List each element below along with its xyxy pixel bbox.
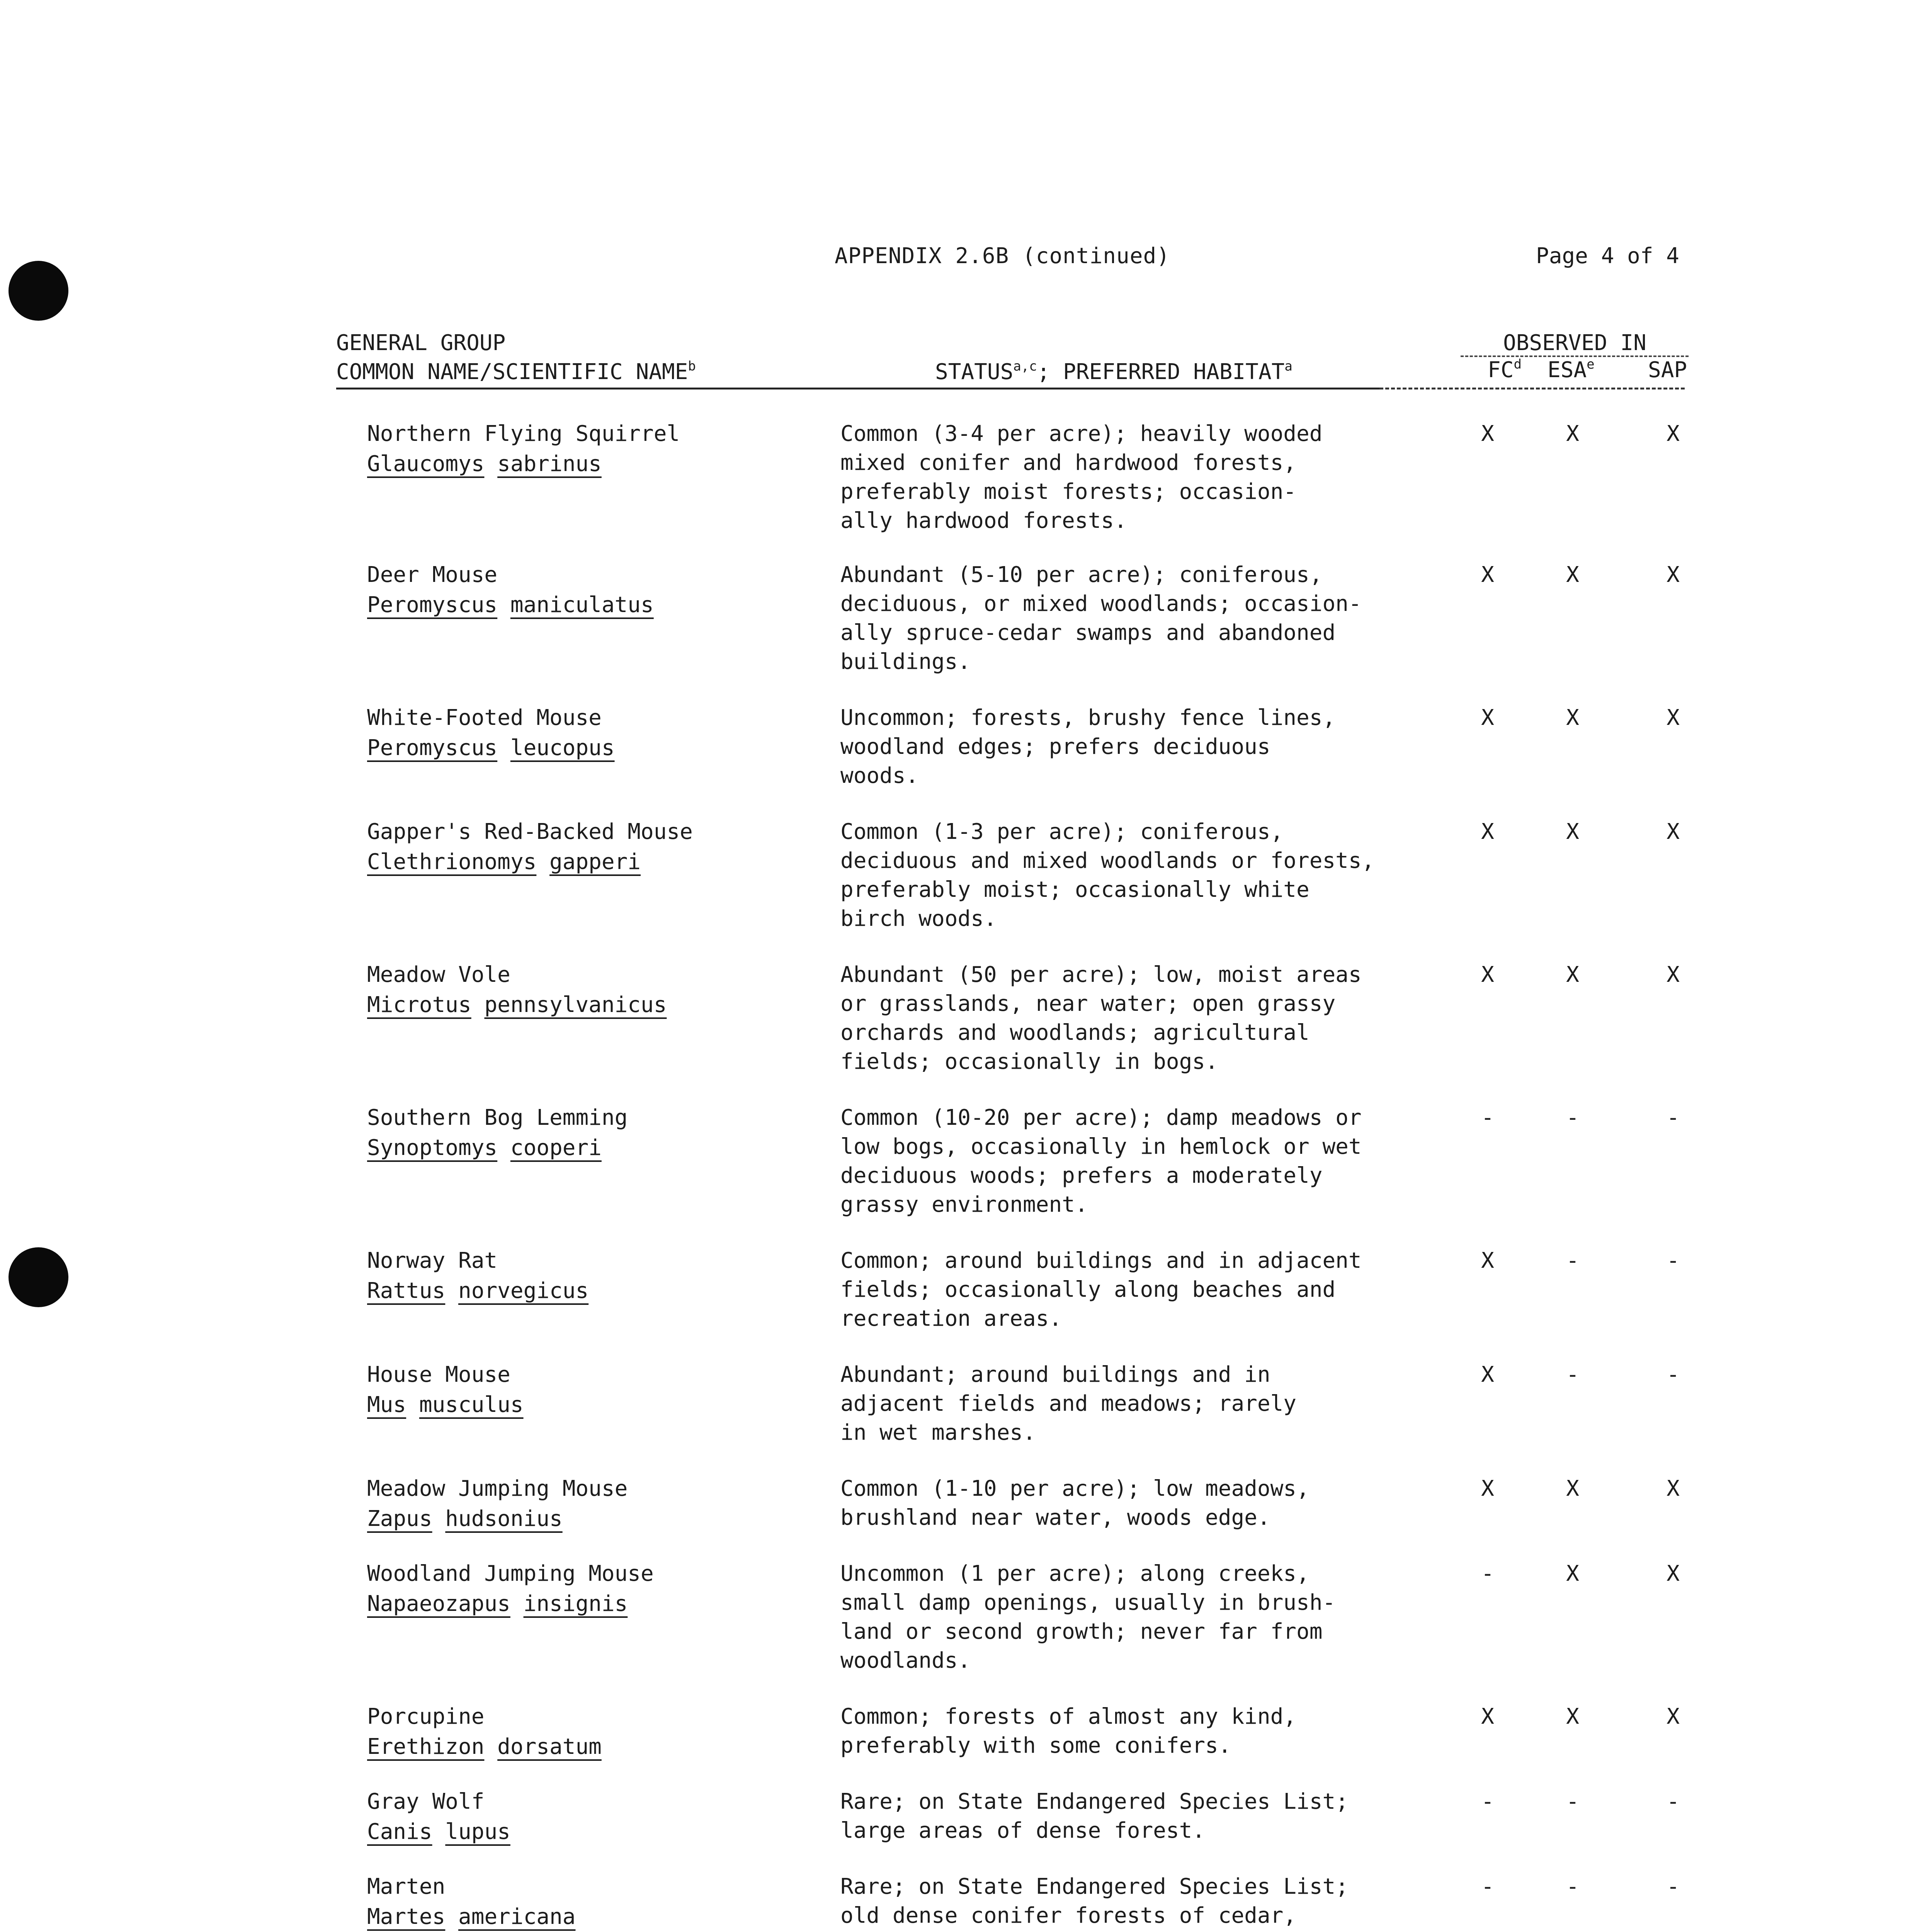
header-fc	[1488, 357, 1522, 383]
header-general-group: GENERAL GROUP	[336, 330, 506, 355]
species: lupus	[445, 1819, 510, 1844]
species: musculus	[419, 1392, 524, 1417]
header-sap: SAP	[1648, 357, 1687, 383]
scientific-name	[367, 733, 615, 762]
observed-sap: -	[1667, 1362, 1680, 1387]
species: sabrinus	[497, 451, 602, 476]
observed-sap: X	[1667, 1704, 1680, 1729]
observed-fc: X	[1481, 1704, 1494, 1729]
observed-sap: X	[1667, 562, 1680, 587]
observed-fc: X	[1481, 1248, 1494, 1273]
observed-fc: X	[1481, 562, 1494, 587]
observed-esa: X	[1566, 819, 1579, 844]
observed-esa: X	[1566, 1561, 1579, 1586]
observed-sap: -	[1667, 1874, 1680, 1899]
common-name: Northern Flying Squirrel	[367, 421, 680, 446]
species: leucopus	[510, 735, 615, 760]
species: insignis	[523, 1591, 628, 1616]
status-habitat: Common (1-3 per acre); coniferous, deciduous and mixed woodlands or forests, preferably moist; occasionally white birch woods.	[840, 819, 1375, 931]
header-name-text: COMMON NAME/SCIENTIFIC NAME	[336, 359, 688, 384]
scientific-name	[367, 449, 602, 478]
header-esa	[1548, 357, 1595, 383]
observed-esa: X	[1566, 1704, 1579, 1729]
header-esa-text: ESA	[1548, 357, 1587, 383]
header-esa-footnote: e	[1587, 357, 1595, 372]
genus: Peromyscus	[367, 735, 498, 760]
observed-divider	[1461, 355, 1689, 357]
observed-fc: X	[1481, 1476, 1494, 1501]
genus: Microtus	[367, 992, 471, 1017]
observed-sap: X	[1667, 962, 1680, 987]
observed-fc: -	[1481, 1789, 1494, 1814]
species: pennsylvanicus	[484, 992, 667, 1017]
scientific-name	[367, 1589, 628, 1618]
observed-esa: -	[1566, 1874, 1579, 1899]
common-name: Southern Bog Lemming	[367, 1105, 628, 1130]
scientific-name	[367, 590, 654, 619]
status-habitat: Abundant (50 per acre); low, moist areas or grasslands, near water; open grassy orchards and woodlands; agricultural fields; occasionally in bogs.	[840, 962, 1362, 1074]
genus: Peromyscus	[367, 592, 498, 617]
common-name: Marten	[367, 1874, 446, 1899]
observed-fc: X	[1481, 819, 1494, 844]
status-habitat: Rare; on State Endangered Species List; large areas of dense forest.	[840, 1789, 1349, 1843]
scientific-name	[367, 990, 667, 1019]
species: hudsonius	[445, 1506, 563, 1531]
observed-esa: X	[1566, 1476, 1579, 1501]
genus: Canis	[367, 1819, 432, 1844]
scientific-name	[367, 1817, 510, 1846]
status-habitat: Abundant; around buildings and in adjacent fields and meadows; rarely in wet marshes.	[840, 1362, 1297, 1445]
header-fc-text: FC	[1488, 357, 1514, 383]
scientific-name	[367, 1276, 588, 1305]
observed-sap: X	[1667, 1561, 1680, 1586]
status-habitat: Common (1-10 per acre); low meadows, brushland near water, woods edge.	[840, 1476, 1310, 1530]
observed-esa: X	[1566, 562, 1579, 587]
common-name: Deer Mouse	[367, 562, 498, 587]
scientific-name	[367, 1504, 563, 1533]
status-habitat: Uncommon; forests, brushy fence lines, woodland edges; prefers deciduous woods.	[840, 705, 1336, 788]
observed-esa: -	[1566, 1248, 1579, 1273]
observed-sap: X	[1667, 819, 1680, 844]
observed-fc: X	[1481, 421, 1494, 446]
status-habitat: Abundant (5-10 per acre); coniferous, deciduous, or mixed woodlands; occasion- ally spruce-cedar swamps and abandoned buildings.	[840, 562, 1362, 674]
observed-esa: X	[1566, 421, 1579, 446]
observed-sap: -	[1667, 1789, 1680, 1814]
species: maniculatus	[510, 592, 654, 617]
observed-fc: -	[1481, 1874, 1494, 1899]
common-name: Meadow Vole	[367, 962, 510, 987]
binder-hole-top	[9, 261, 68, 321]
common-name: Meadow Jumping Mouse	[367, 1476, 628, 1501]
header-status-footnote: a,c	[1013, 359, 1037, 374]
status-habitat: Common; around buildings and in adjacent fields; occasionally along beaches and recreation areas.	[840, 1248, 1362, 1331]
genus: Zapus	[367, 1506, 432, 1531]
observed-sap: -	[1667, 1248, 1680, 1273]
header-common-scientific-name	[336, 359, 696, 384]
scientific-name	[367, 1133, 602, 1162]
species: cooperi	[510, 1135, 602, 1160]
header-name-footnote: b	[688, 359, 696, 374]
species: norvegicus	[458, 1278, 589, 1303]
observed-esa: -	[1566, 1362, 1579, 1387]
observed-sap: X	[1667, 705, 1680, 730]
observed-esa: -	[1566, 1105, 1579, 1130]
header-rule	[336, 388, 1379, 389]
observed-sap: X	[1667, 421, 1680, 446]
header-observed-in: OBSERVED IN	[1503, 330, 1646, 355]
common-name: Gray Wolf	[367, 1789, 485, 1814]
header-rule-dashed	[1379, 388, 1685, 389]
observed-esa: -	[1566, 1789, 1579, 1814]
genus: Mus	[367, 1392, 406, 1417]
genus: Synoptomys	[367, 1135, 498, 1160]
species: americana	[458, 1904, 576, 1929]
status-habitat: Rare; on State Endangered Species List; old dense conifer forests of cedar,	[840, 1874, 1349, 1928]
species: gapperi	[549, 849, 641, 874]
header-fc-footnote: d	[1514, 357, 1522, 372]
observed-esa: X	[1566, 705, 1579, 730]
scientific-name	[367, 1902, 575, 1931]
header-habitat-text: ; PREFERRED HABITAT	[1037, 359, 1285, 384]
observed-fc: -	[1481, 1561, 1494, 1586]
observed-sap: X	[1667, 1476, 1680, 1501]
common-name: Norway Rat	[367, 1248, 498, 1273]
common-name: Gapper's Red-Backed Mouse	[367, 819, 693, 844]
status-habitat: Common (10-20 per acre); damp meadows or low bogs, occasionally in hemlock or wet deciduous woods; prefers a moderately grassy environment.	[840, 1105, 1362, 1217]
observed-sap: -	[1667, 1105, 1680, 1130]
common-name: Woodland Jumping Mouse	[367, 1561, 654, 1586]
scientific-name	[367, 1390, 524, 1419]
genus: Rattus	[367, 1278, 446, 1303]
page-title: APPENDIX 2.6B (continued)	[835, 243, 1170, 269]
observed-esa: X	[1566, 962, 1579, 987]
header-status-text: STATUS	[935, 359, 1014, 384]
common-name: Porcupine	[367, 1704, 485, 1729]
common-name: White-Footed Mouse	[367, 705, 602, 730]
scientific-name	[367, 847, 641, 876]
species: dorsatum	[497, 1734, 602, 1759]
page-number: Page 4 of 4	[1536, 243, 1679, 269]
observed-fc: X	[1481, 962, 1494, 987]
status-habitat: Uncommon (1 per acre); along creeks, small damp openings, usually in brush- land or second growth; never far from woodlands.	[840, 1561, 1336, 1673]
header-status-habitat	[935, 359, 1293, 384]
status-habitat: Common; forests of almost any kind, preferably with some conifers.	[840, 1704, 1297, 1758]
observed-fc: X	[1481, 705, 1494, 730]
observed-fc: X	[1481, 1362, 1494, 1387]
status-habitat: Common (3-4 per acre); heavily wooded mixed conifer and hardwood forests, preferably moist forests; occasion- ally hardwood forests.	[840, 421, 1323, 533]
genus: Martes	[367, 1904, 446, 1929]
observed-fc: -	[1481, 1105, 1494, 1130]
genus: Erethizon	[367, 1734, 485, 1759]
genus: Glaucomys	[367, 451, 485, 476]
binder-hole-middle	[9, 1247, 68, 1307]
scientific-name	[367, 1732, 602, 1761]
common-name: House Mouse	[367, 1362, 510, 1387]
header-habitat-footnote: a	[1284, 359, 1293, 374]
genus: Napaeozapus	[367, 1591, 510, 1616]
genus: Clethrionomys	[367, 849, 537, 874]
